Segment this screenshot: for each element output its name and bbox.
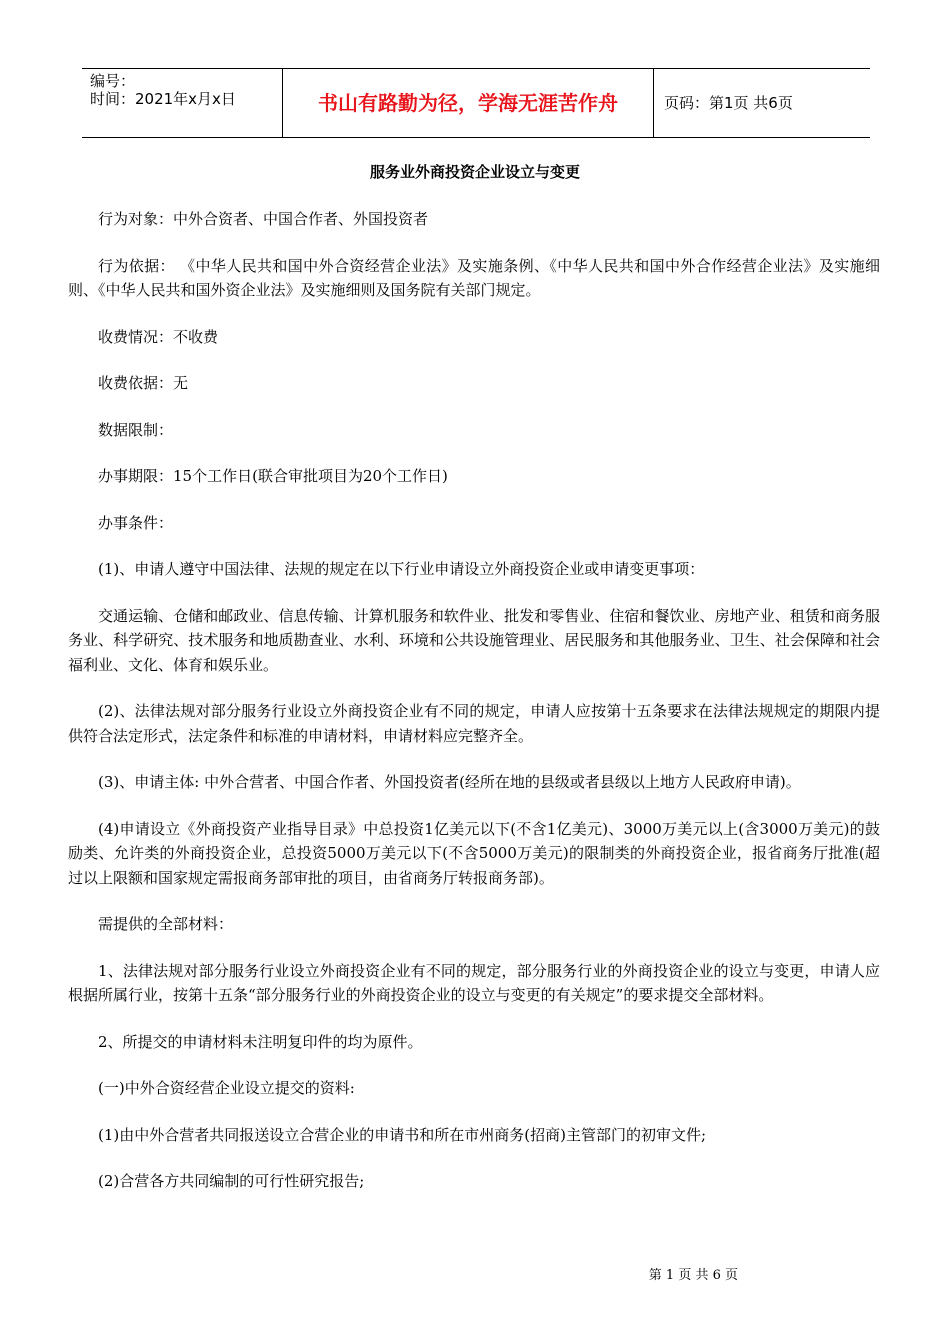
paragraph-condition-3: (3)、申请主体: 中外合营者、中国合作者、外国投资者(经所在地的县级或者县级以上地方人民政府申请)。: [98, 773, 801, 791]
document-date-label: 时间：2021年x月x日: [90, 90, 236, 108]
header-page-number: 页码：第1页 共6页: [664, 94, 793, 112]
paragraph-industries: 交通运输、仓储和邮政业、信息传输、计算机服务和软件业、批发和零售业、住宿和餐饮业、房地产业、租赁和商务服务业、科学研究、技术服务和地质勘查业、水利、环境和公共设施管理业、居民服务和其他服务业、卫生、社会保障和社会福利业、文化、体育和娱乐业。: [68, 606, 880, 674]
paragraph-deadline: 办事期限：15个工作日(联合审批项目为20个工作日): [98, 467, 448, 485]
paragraph-materials-2: 2、所提交的申请材料未注明复印件的均为原件。: [98, 1032, 423, 1051]
header-info-cell: [82, 69, 282, 137]
paragraph-legal-basis: 行为依据： 《中华人民共和国中外合资经营企业法》及实施条例、《中华人民共和国中外合作经营企业法》及实施细则、《中华人民共和国外资企业法》及实施细则及国务院有关部门规定。: [68, 256, 880, 299]
paragraph-condition-4: (4)申请设立《外商投资产业指导目录》中总投资1亿美元以下(不含1亿美元)、3000万美元以上(含3000万美元)的鼓励类、允许类的外商投资企业，总投资5000万美元以下(不含5000万美元)的限制类的外商投资企业，报省商务厅批准(超过以上限额和国家规定需报商务部审批的项目，由省商务厅转报商务部)。: [68, 819, 880, 887]
paragraph-item-1: (1)由中外合营者共同报送设立合营企业的申请书和所在市州商务(招商)主管部门的初审文件;: [98, 1125, 707, 1144]
paragraph-materials-heading: 需提供的全部材料：: [98, 915, 234, 933]
paragraph-condition-2: (2)、法律法规对部分服务行业设立外商投资企业有不同的规定，申请人应按第十五条要求在法律法规规定的期限内提供符合法定形式，法定条件和标准的申请材料，申请材料应完整齐全。: [68, 702, 880, 745]
paragraph-fee-basis: 收费依据：无: [98, 374, 189, 392]
paragraph-conditions-heading: 办事条件：: [98, 513, 174, 532]
paragraph-materials-1: 1、法律法规对部分服务行业设立外商投资企业有不同的规定，部分服务行业的外商投资企业的设立与变更，申请人应根据所属行业，按第十五条“部分服务行业的外商投资企业的设立与变更的有关规定”的要求提交全部材料。: [68, 961, 880, 1004]
paragraph-quantity-limit: 数据限制：: [98, 420, 174, 439]
page-header: [82, 68, 870, 138]
header-motto: 书山有路勤为径，学海无涯苦作舟: [282, 69, 654, 137]
paragraph-item-2: (2)合营各方共同编制的可行性研究报告;: [98, 1172, 365, 1190]
document-title: 服务业外商投资企业设立与变更: [369, 163, 580, 181]
paragraph-section-1: (一)中外合资经营企业设立提交的资料:: [98, 1079, 355, 1097]
document-body: [68, 207, 880, 1216]
paragraph-target: 行为对象：中外合资者、中国合作者、外国投资者: [98, 210, 429, 228]
paragraph-fee-status: 收费情况：不收费: [98, 327, 219, 346]
document-number-label: 编号：: [90, 72, 136, 90]
paragraph-condition-1: (1)、申请人遵守中国法律、法规的规定在以下行业申请设立外商投资企业或申请变更事项：: [98, 560, 705, 578]
page-footer: 第 1 页 共 6 页: [648, 1268, 738, 1283]
